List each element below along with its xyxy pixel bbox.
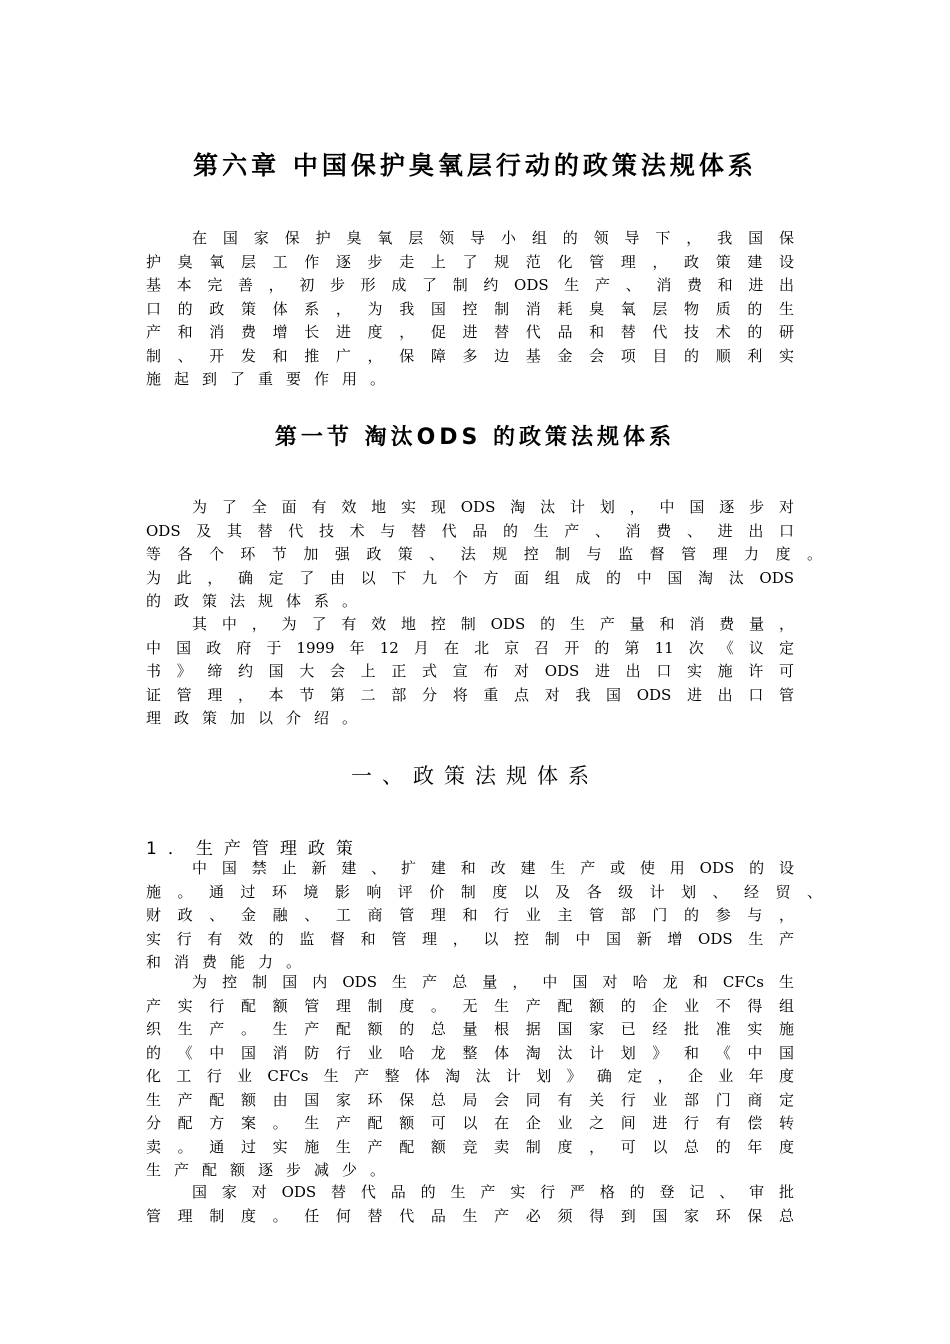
text-line: 等各个环节加强政策、法规控制与监督管理力度。: [146, 545, 822, 563]
text-line: 为控制国内ODS生产总量，中国对哈龙和CFCs生: [192, 973, 794, 991]
text-line: 生产配额逐步减少。: [146, 1161, 399, 1179]
text-line: 口的政策体系，为我国控制消耗臭氧层物质的生: [146, 299, 794, 318]
text-line: 制、开发和推广，保障多边基金会项目的顺利实: [146, 346, 794, 365]
item-paragraph-1: [146, 857, 822, 975]
text-line: 中国政府于1999年12月在北京召开的第11次《议定: [146, 638, 794, 657]
text-line: 卖。通过实施生产配额竞卖制度，可以总的年度: [146, 1137, 794, 1156]
text-line: 护臭氧层工作逐步走上了规范化管理，政策建设: [146, 252, 794, 271]
text-line: 施。通过环境影响评价制度以及各级计划、经贸、: [146, 882, 822, 901]
section-paragraph-1: [146, 496, 822, 614]
text-line: 为了全面有效地实现ODS淘汰计划，中国逐步对: [192, 498, 794, 516]
text-line: 施起到了重要作用。: [146, 370, 399, 388]
text-line: 证管理，本节第二部分将重点对我国ODS进出口管: [146, 685, 794, 704]
text-line: 其中，为了有效地控制ODS的生产量和消费量，: [192, 615, 794, 633]
text-line: 在国家保护臭氧层领导小组的领导下，我国保: [192, 229, 794, 247]
text-line: 国家对ODS替代品的生产实行严格的登记、审批: [192, 1183, 794, 1201]
text-line: 生产配额由国家环保总局会同有关行业部门商定: [146, 1090, 794, 1109]
text-line: 书》缔约国大会上正式宣布对ODS进出口实施许可: [146, 662, 794, 680]
text-line: 的《中国消防行业哈龙整体淘汰计划》和《中国: [146, 1043, 794, 1062]
intro-paragraph: [146, 227, 794, 392]
text-line: 产实行配额管理制度。无生产配额的企业不得组: [146, 996, 794, 1015]
section-title: 第一节 淘汰ODS 的政策法规体系: [274, 425, 676, 450]
item-paragraph-3: [146, 1181, 794, 1228]
item-paragraph-2: [146, 971, 794, 1183]
text-line: 的政策法规体系。: [146, 592, 371, 610]
text-line: 为此，确定了由以下九个方面组成的中国淘汰ODS: [146, 568, 794, 587]
text-line: 基本完善，初步形成了制约ODS生产、消费和进出: [146, 276, 794, 294]
subsection-title: 一、政策法规体系: [351, 764, 599, 788]
text-line: 实行有效的监督和管理，以控制中国新增ODS生产: [146, 929, 794, 948]
text-line: ODS及其替代技术与替代品的生产、消费、进出口: [146, 521, 794, 540]
text-line: 分配方案。生产配额可以在企业之间进行有偿转: [146, 1114, 794, 1132]
text-line: 产和消费增长进度，促进替代品和替代技术的研: [146, 323, 794, 341]
section-paragraph-2: [146, 613, 794, 731]
text-line: 中国禁止新建、扩建和改建生产或使用ODS的设: [192, 859, 794, 877]
text-line: 管理制度。任何替代品生产必须得到国家环保总: [146, 1206, 794, 1225]
text-line: 化工行业CFCs生产整体淘汰计划》确定，企业年度: [146, 1067, 794, 1085]
chapter-title: 第六章 中国保护臭氧层行动的政策法规体系: [193, 151, 757, 180]
text-line: 财政、金融、工商管理和行业主管部门的参与，: [146, 906, 794, 924]
text-line: 和消费能力。: [146, 953, 315, 971]
text-line: 织生产。生产配额的总量根据国家已经批准实施: [146, 1020, 794, 1038]
text-line: 理政策加以介绍。: [146, 709, 371, 727]
item-title: 1．生产管理政策: [146, 839, 364, 859]
